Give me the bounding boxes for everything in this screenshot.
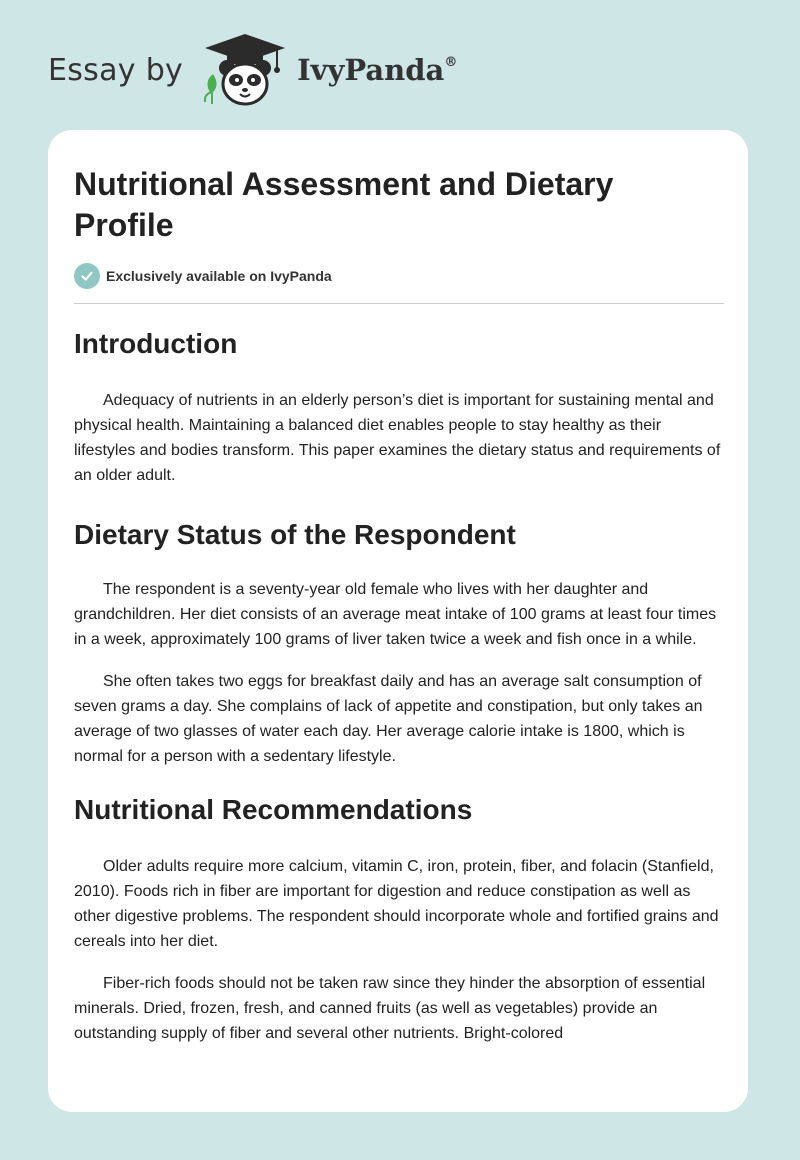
divider xyxy=(74,303,724,304)
essay-title: Nutritional Assessment and Dietary Profile xyxy=(74,166,614,243)
paragraph: She often takes two eggs for breakfast daily and has an average salt consumption of seven grams a day. She complains of lack of appetite and constipation, but only takes an average of two glasses of water each day. Her average calorie intake is 1800, which is normal for a person with a sedentary lifestyle. xyxy=(74,673,703,765)
brand-name[interactable] xyxy=(297,53,457,87)
paragraph: Older adults require more calcium, vitamin C, iron, protein, fiber, and folacin (Stanfield, 2010). Foods rich in fiber are important for digestion and reduce constipation as well as other digestive problems. The respondent should incorporate whole and fortified grains and cereals into her diet. xyxy=(74,858,719,950)
registered-mark: ® xyxy=(444,55,458,70)
panda-logo-icon[interactable] xyxy=(197,30,293,110)
check-icon xyxy=(74,263,100,289)
brand-text: IvyPanda xyxy=(297,53,445,87)
essay-body xyxy=(74,320,724,1046)
site-header xyxy=(48,30,457,110)
essay-card xyxy=(48,130,748,1112)
paragraph: Adequacy of nutrients in an elderly person’s diet is important for sustaining mental and physical health. Maintaining a balanced diet enables people to stay healthy as their lifestyles and bodies transform. This paper examines the dietary status and requirements of an older adult. xyxy=(74,392,721,484)
exclusive-badge xyxy=(74,263,332,289)
paragraph: Fiber-rich foods should not be taken raw since they hinder the absorption of essential minerals. Dried, frozen, fresh, and canned fruits (as well as vegetables) provide an outstanding supply of fiber and several other nutrients. Bright-colored xyxy=(74,975,706,1042)
paragraph: The respondent is a seventy-year old female who lives with her daughter and grandchildren. Her diet consists of an average meat intake of 100 grams at least four times in a week, approximately 100 grams of liver taken twice a week and fish once in a while. xyxy=(74,581,717,648)
exclusive-text: Exclusively available on IvyPanda xyxy=(106,268,332,284)
section-heading-introduction: Introduction xyxy=(74,328,238,359)
essay-by-label: Essay by xyxy=(48,52,184,88)
section-heading-dietary-status: Dietary Status of the Respondent xyxy=(74,519,516,550)
section-heading-nutritional-recommendations: Nutritional Recommendations xyxy=(74,794,473,825)
